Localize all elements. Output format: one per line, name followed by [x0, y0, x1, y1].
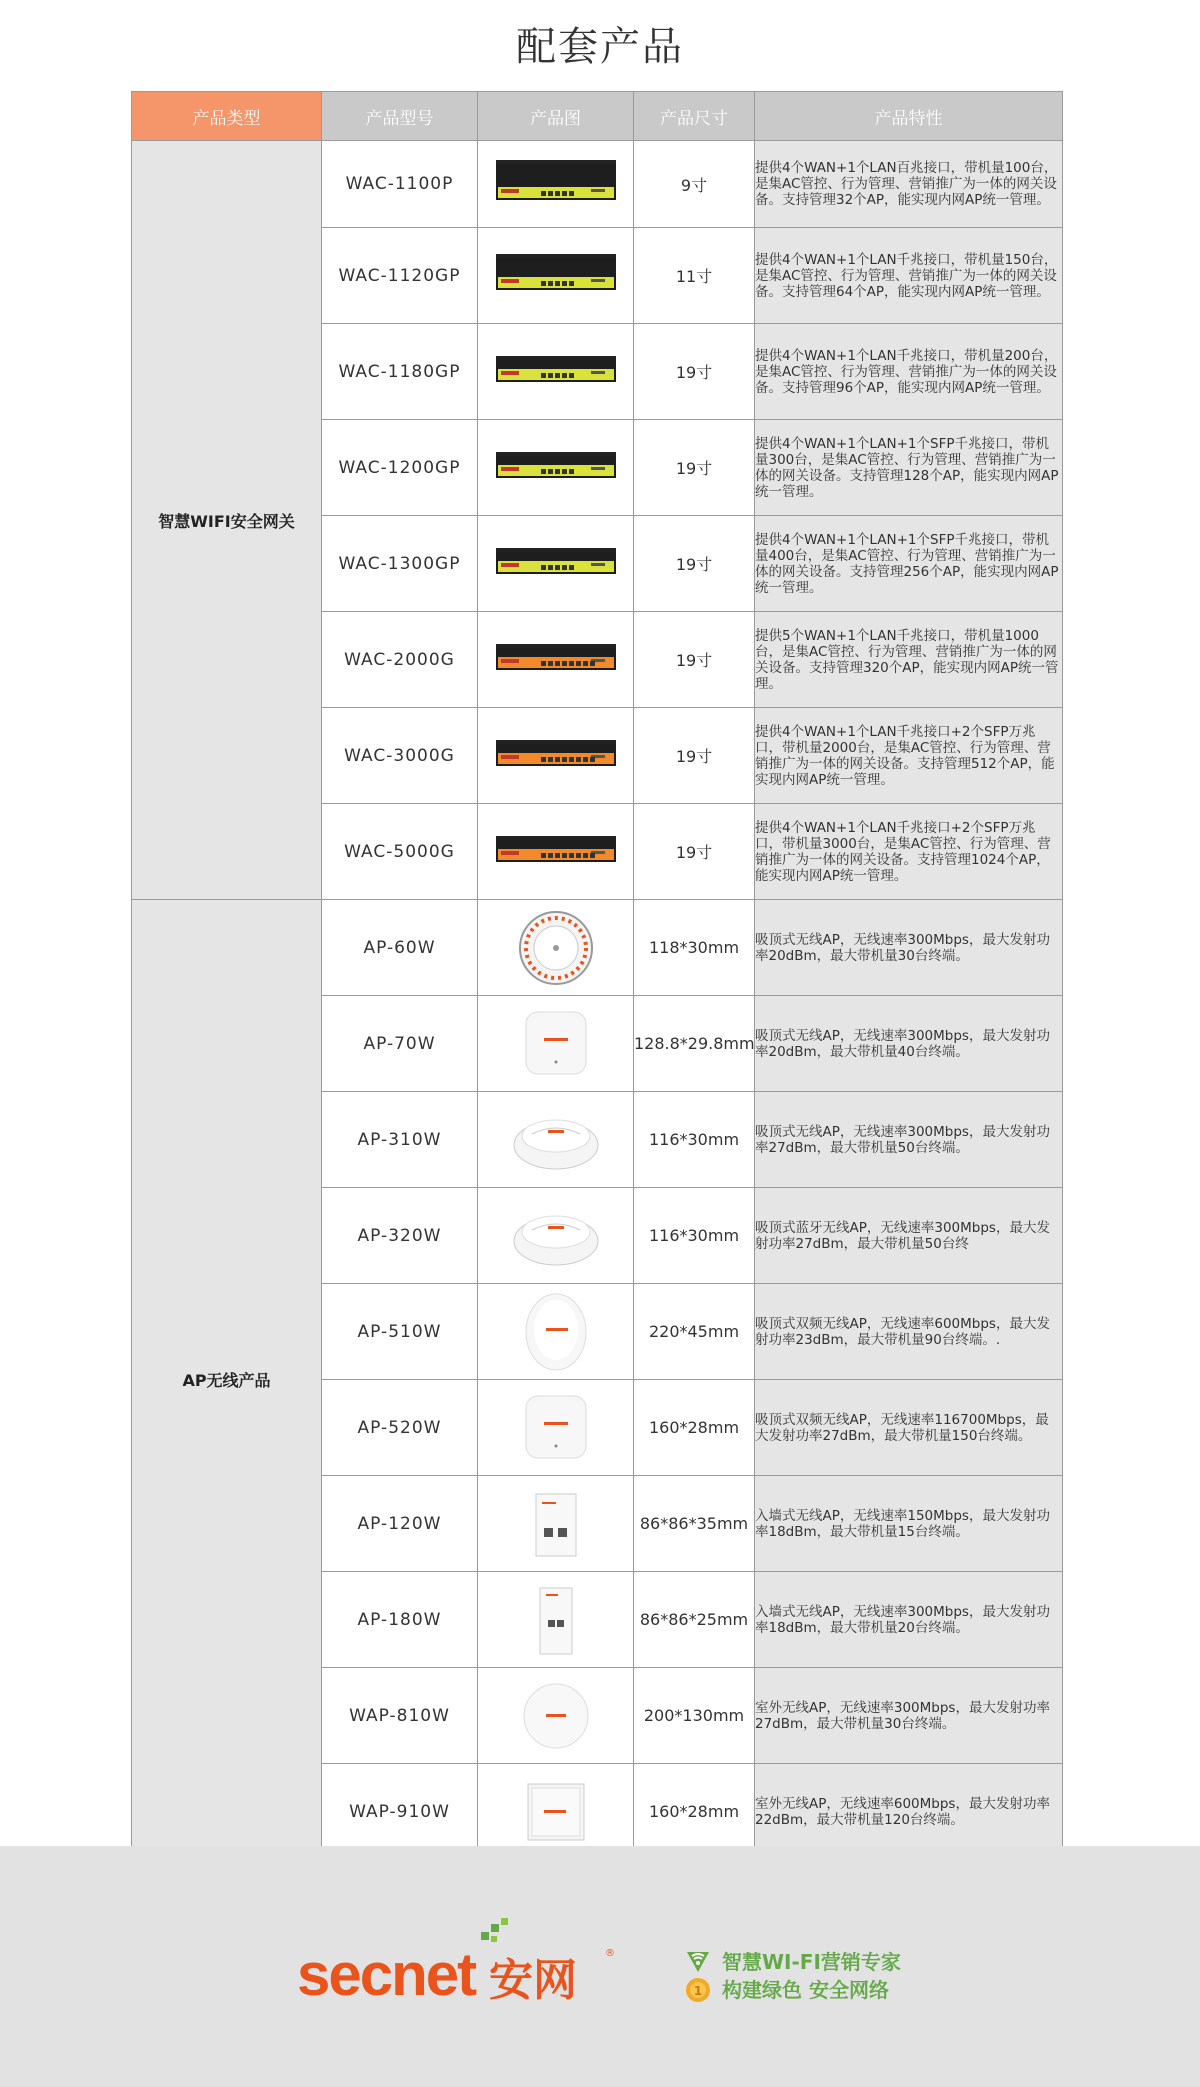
- model-name: WAC-2000G: [344, 649, 455, 670]
- product-size: 11寸: [675, 267, 713, 286]
- slogan-text-2: 构建绿色 安全网络: [722, 1978, 889, 2002]
- product-size: 128.8*29.8mm: [634, 1034, 755, 1053]
- product-image-cell: [478, 900, 634, 996]
- model-name: WAC-1120GP: [338, 265, 461, 286]
- features-cell: [755, 708, 1063, 804]
- product-image: [478, 1772, 633, 1852]
- product-features: 室外无线AP，无线速率300Mbps，最大发射功率27dBm，最大带机量30台终端。: [755, 1699, 1050, 1732]
- size-cell: [634, 324, 755, 420]
- product-image-cell: [478, 1092, 634, 1188]
- product-image: [478, 1290, 633, 1374]
- size-cell: [634, 420, 755, 516]
- size-cell: [634, 900, 755, 996]
- product-size: 9寸: [680, 175, 708, 195]
- size-cell: [634, 1668, 755, 1764]
- product-image-cell: [478, 1476, 634, 1572]
- model-cell: [322, 1188, 478, 1284]
- product-size: 118*30mm: [648, 938, 740, 957]
- header-category: 产品类型: [132, 92, 322, 141]
- product-image-cell: [478, 1668, 634, 1764]
- product-size: 160*28mm: [648, 1802, 740, 1821]
- model-cell: [322, 420, 478, 516]
- features-cell: [755, 1476, 1063, 1572]
- model-name: WAC-1300GP: [338, 553, 461, 574]
- features-cell: [755, 1380, 1063, 1476]
- model-cell: [322, 1476, 478, 1572]
- product-features: 提供4个WAN+1个LAN千兆接口，带机量200台，是集AC管控、行为管理、营销推广为一体的网关设备。支持管理96个AP，能实现内网AP统一管理。: [755, 347, 1058, 396]
- product-image-cell: [478, 804, 634, 900]
- product-features: 提供4个WAN+1个LAN百兆接口，带机量100台，是集AC管控、行为管理、营销推广为一体的网关设备。支持管理32个AP，能实现内网AP统一管理。: [755, 160, 1058, 208]
- model-name: AP-310W: [357, 1129, 442, 1150]
- size-cell: [634, 228, 755, 324]
- features-cell: [755, 516, 1063, 612]
- product-features: 提供4个WAN+1个LAN千兆接口+2个SFP万兆口，带机量3000台，是集AC管控、行为管理、营销推广为一体的网关设备。支持管理1024个AP，能实现内网AP统一管理。: [755, 819, 1051, 884]
- features-cell: [755, 996, 1063, 1092]
- slogan-line-1: [684, 1948, 901, 1976]
- slogan-line-2: [684, 1976, 901, 2004]
- product-features: 提供4个WAN+1个LAN千兆接口，带机量150台，是集AC管控、行为管理、营销推广为一体的网关设备。支持管理64个AP，能实现内网AP统一管理。: [755, 251, 1058, 300]
- table-row: [132, 141, 1063, 228]
- features-cell: [755, 228, 1063, 324]
- header-features: 产品特性: [755, 92, 1063, 141]
- model-name: WAC-5000G: [344, 841, 455, 862]
- footer: [0, 1846, 1200, 2087]
- product-image: [478, 156, 633, 212]
- product-size: 19寸: [675, 363, 713, 382]
- product-image: [478, 344, 633, 400]
- model-name: WAP-910W: [349, 1801, 450, 1822]
- features-cell: [755, 420, 1063, 516]
- product-image: [478, 1100, 633, 1180]
- table-body: [132, 141, 1063, 1860]
- size-cell: [634, 1380, 755, 1476]
- model-name: AP-120W: [357, 1513, 442, 1534]
- model-cell: [322, 1380, 478, 1476]
- size-cell: [634, 612, 755, 708]
- features-cell: [755, 1092, 1063, 1188]
- model-cell: [322, 1092, 478, 1188]
- model-cell: [322, 708, 478, 804]
- product-features: 吸顶式无线AP，无线速率300Mbps，最大发射功率20dBm，最大带机量30台终端。: [755, 931, 1050, 964]
- size-cell: [634, 141, 755, 228]
- product-image: [478, 536, 633, 592]
- size-cell: [634, 1188, 755, 1284]
- features-cell: [755, 141, 1063, 228]
- model-name: AP-320W: [357, 1225, 442, 1246]
- product-size: 160*28mm: [648, 1418, 740, 1437]
- model-cell: [322, 324, 478, 420]
- model-name: AP-60W: [363, 937, 436, 958]
- product-features: 吸顶式双频无线AP，无线速率116700Mbps，最大发射功率27dBm，最大带机量150台终端。: [755, 1411, 1049, 1444]
- model-cell: [322, 900, 478, 996]
- product-features: 吸顶式双频无线AP，无线速率600Mbps，最大发射功率23dBm，最大带机量90台终端。.: [755, 1315, 1050, 1348]
- product-size: 19寸: [675, 555, 713, 574]
- product-features: 室外无线AP，无线速率600Mbps，最大发射功率22dBm，最大带机量120台终端。: [755, 1795, 1050, 1828]
- product-size: 86*86*25mm: [639, 1610, 749, 1629]
- product-size: 19寸: [675, 651, 713, 670]
- model-name: AP-510W: [357, 1321, 442, 1342]
- model-cell: [322, 228, 478, 324]
- features-cell: [755, 1668, 1063, 1764]
- product-image: [478, 1484, 633, 1564]
- secnet-logo: [297, 1934, 617, 2014]
- product-image-cell: [478, 1572, 634, 1668]
- slogan-text-1: 智慧WI-FI营销专家: [722, 1950, 901, 1974]
- features-cell: [755, 804, 1063, 900]
- product-features: 入墙式无线AP，无线速率300Mbps，最大发射功率18dBm，最大带机量20台终端。: [755, 1603, 1050, 1636]
- product-features: 提供4个WAN+1个LAN+1个SFP千兆接口，带机量400台，是集AC管控、行为管理、营销推广为一体的网关设备。支持管理256个AP，能实现内网AP统一管理。: [755, 531, 1059, 596]
- svg-text:1: 1: [693, 1984, 703, 1998]
- logo-text: secnet: [297, 1941, 476, 2008]
- product-image-cell: [478, 1284, 634, 1380]
- logo-cn: 安网: [489, 1955, 577, 2006]
- product-features: 吸顶式无线AP，无线速率300Mbps，最大发射功率27dBm，最大带机量50台终端。: [755, 1123, 1050, 1156]
- features-cell: [755, 1572, 1063, 1668]
- product-size: 86*86*35mm: [639, 1514, 749, 1533]
- header-image: 产品图: [478, 92, 634, 141]
- model-name: WAP-810W: [349, 1705, 450, 1726]
- product-table: [131, 91, 1063, 1860]
- model-cell: [322, 996, 478, 1092]
- category-cell: [132, 141, 322, 900]
- product-features: 入墙式无线AP，无线速率150Mbps，最大发射功率18dBm，最大带机量15台终端。: [755, 1507, 1050, 1540]
- product-image: [478, 1580, 633, 1660]
- product-image-cell: [478, 1188, 634, 1284]
- category-label: AP无线产品: [182, 1371, 271, 1390]
- size-cell: [634, 1284, 755, 1380]
- logo-registered-mark: ®: [605, 1948, 615, 1959]
- features-cell: [755, 1188, 1063, 1284]
- product-features: 提供4个WAN+1个LAN千兆接口+2个SFP万兆口，带机量2000台，是集AC管控、行为管理、营销推广为一体的网关设备。支持管理512个AP，能实现内网AP统一管理。: [755, 723, 1055, 788]
- product-image-cell: [478, 228, 634, 324]
- model-name: AP-520W: [357, 1417, 442, 1438]
- product-image-cell: [478, 516, 634, 612]
- size-cell: [634, 804, 755, 900]
- product-image: [478, 440, 633, 496]
- product-image-cell: [478, 1380, 634, 1476]
- product-image: [478, 824, 633, 880]
- size-cell: [634, 1476, 755, 1572]
- product-features: 吸顶式无线AP，无线速率300Mbps，最大发射功率20dBm，最大带机量40台终端。: [755, 1027, 1050, 1060]
- model-name: AP-70W: [363, 1033, 436, 1054]
- model-cell: [322, 141, 478, 228]
- size-cell: [634, 708, 755, 804]
- product-image: [478, 632, 633, 688]
- category-cell: [132, 900, 322, 1860]
- slogan: [684, 1948, 901, 2004]
- product-image-cell: [478, 420, 634, 516]
- model-name: AP-180W: [357, 1609, 442, 1630]
- product-image-cell: [478, 141, 634, 228]
- medal-icon: [684, 1976, 712, 2004]
- model-cell: [322, 1668, 478, 1764]
- product-image: [478, 728, 633, 784]
- product-image: [478, 1388, 633, 1468]
- header-size: 产品尺寸: [634, 92, 755, 141]
- table-header-row: [132, 92, 1063, 141]
- features-cell: [755, 900, 1063, 996]
- product-image: [478, 1676, 633, 1756]
- product-size: 116*30mm: [648, 1226, 740, 1245]
- model-name: WAC-1100P: [345, 174, 454, 194]
- product-image-cell: [478, 324, 634, 420]
- model-cell: [322, 612, 478, 708]
- product-size: 220*45mm: [648, 1322, 740, 1341]
- product-image: [478, 908, 633, 988]
- product-image: [478, 248, 633, 304]
- size-cell: [634, 1572, 755, 1668]
- product-size: 19寸: [675, 459, 713, 478]
- table-row: [132, 900, 1063, 996]
- size-cell: [634, 996, 755, 1092]
- model-name: WAC-3000G: [344, 745, 455, 766]
- product-features: 吸顶式蓝牙无线AP，无线速率300Mbps，最大发射功率27dBm，最大带机量50台终: [755, 1219, 1050, 1252]
- model-cell: [322, 804, 478, 900]
- model-cell: [322, 1572, 478, 1668]
- features-cell: [755, 324, 1063, 420]
- model-cell: [322, 1284, 478, 1380]
- header-model: 产品型号: [322, 92, 478, 141]
- product-features: 提供5个WAN+1个LAN千兆接口，带机量1000台，是集AC管控、行为管理、营销推广为一体的网关设备。支持管理320个AP，能实现内网AP统一管理。: [755, 627, 1059, 692]
- product-image: [478, 1004, 633, 1084]
- model-name: WAC-1200GP: [338, 457, 461, 478]
- wifi-shield-icon: [684, 1948, 712, 1976]
- product-size: 116*30mm: [648, 1130, 740, 1149]
- features-cell: [755, 612, 1063, 708]
- model-name: WAC-1180GP: [338, 361, 461, 382]
- page-title: 配套产品: [516, 24, 684, 70]
- product-image-cell: [478, 996, 634, 1092]
- product-size: 19寸: [675, 747, 713, 766]
- product-image-cell: [478, 708, 634, 804]
- features-cell: [755, 1284, 1063, 1380]
- product-features: 提供4个WAN+1个LAN+1个SFP千兆接口，带机量300台，是集AC管控、行为管理、营销推广为一体的网关设备。支持管理128个AP，能实现内网AP统一管理。: [755, 435, 1059, 500]
- size-cell: [634, 516, 755, 612]
- model-cell: [322, 516, 478, 612]
- product-size: 200*130mm: [643, 1706, 745, 1725]
- product-image-cell: [478, 612, 634, 708]
- product-image: [478, 1196, 633, 1276]
- product-size: 19寸: [675, 843, 713, 862]
- category-label: 智慧WIFI安全网关: [158, 511, 295, 531]
- size-cell: [634, 1092, 755, 1188]
